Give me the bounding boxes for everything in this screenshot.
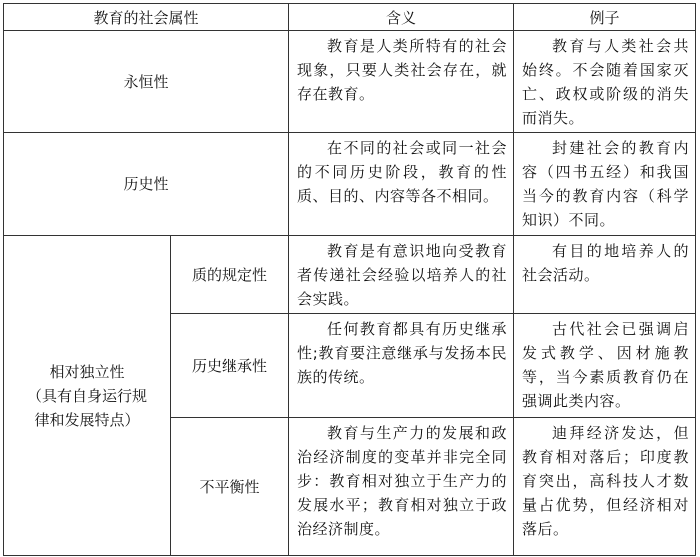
header-row [4,4,696,31]
meaning-qualitative: 教育是有意识地向受教育者传递社会经验以培养人的社会实践。 [289,236,514,314]
header-attribute: 教育的社会属性 [4,4,289,31]
sub-attribute-inheritance: 历史继承性 [171,314,289,418]
independence-title: 相对独立性 [49,362,125,381]
table-row-permanence [4,31,696,133]
header-example: 例子 [514,4,696,31]
table-row-qualitative [4,236,696,314]
meaning-permanence: 教育是人类所特有的社会现象，只要人类社会存在，就存在教育。 [289,31,514,133]
example-qualitative: 有目的地培养人的社会活动。 [514,236,696,314]
independence-note-line1: （具有自身运行规 [26,386,147,405]
attribute-relative-independence [4,236,171,556]
sub-attribute-qualitative: 质的规定性 [171,236,289,314]
header-meaning: 含义 [289,4,514,31]
example-permanence: 教育与人类社会共始终。不会随着国家灭亡、政权或阶级的消失而消失。 [514,31,696,133]
example-historicity: 封建社会的教育内容（四书五经）和我国当今的教育内容（科学知识）不同。 [514,133,696,236]
attribute-permanence: 永恒性 [4,31,289,133]
sub-attribute-imbalance: 不平衡性 [171,418,289,556]
meaning-historicity: 在不同的社会或同一社会的不同历史阶段，教育的性质、目的、内容等各不相同。 [289,133,514,236]
independence-note-line2: 律和发展特点） [34,410,140,429]
education-social-attributes-table [3,3,696,556]
example-inheritance: 古代社会已强调启发式教学、因材施教等，当今素质教育仍在强调此类内容。 [514,314,696,418]
meaning-imbalance: 教育与生产力的发展和政治经济制度的变革并非完全同步：教育相对独立于生产力的发展水平；教育相对独立于政治经济制度。 [289,418,514,556]
attribute-historicity: 历史性 [4,133,289,236]
table-row-historicity [4,133,696,236]
example-imbalance: 迪拜经济发达，但教育相对落后；印度教育突出，高科技人才数量占优势，但经济相对落后。 [514,418,696,556]
meaning-inheritance: 任何教育都具有历史继承性;教育要注意继承与发扬本民族的传统。 [289,314,514,418]
